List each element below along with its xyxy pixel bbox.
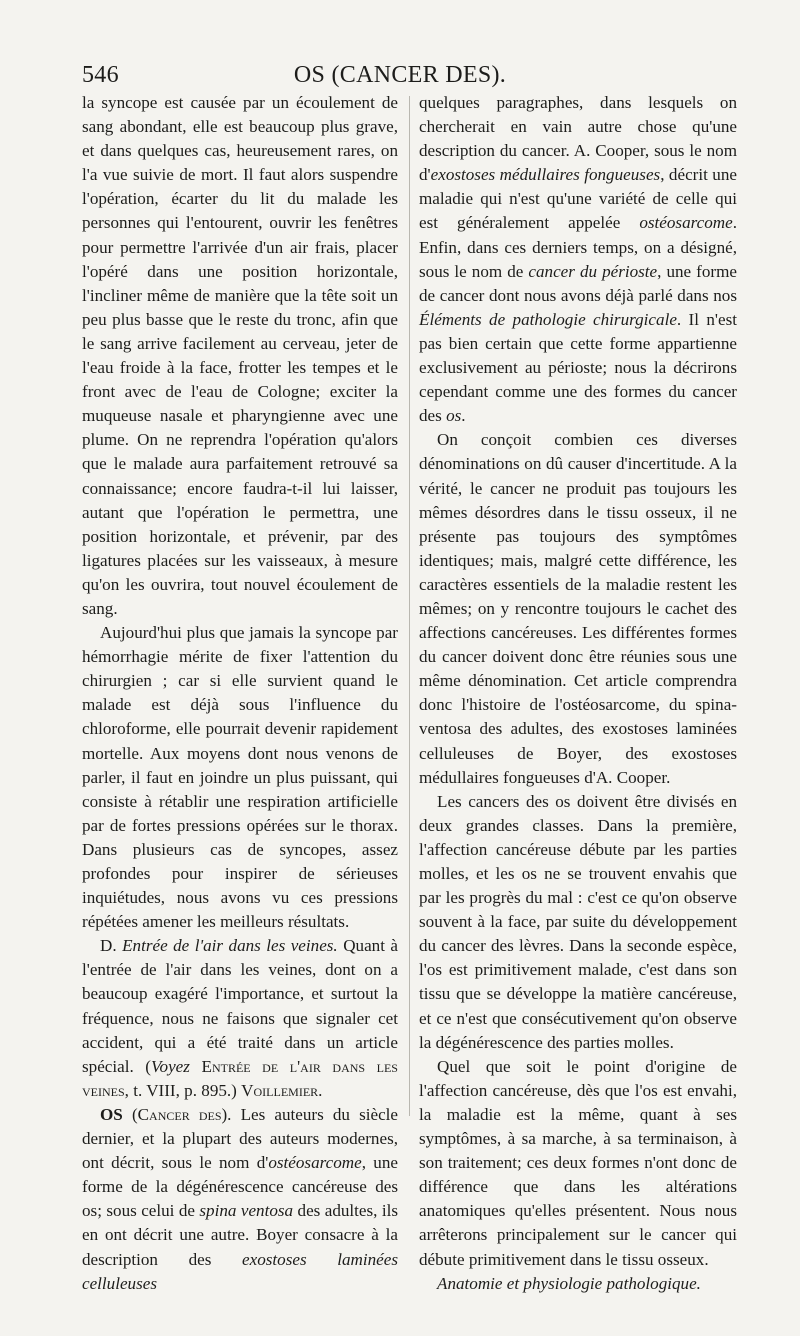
book-title: Éléments de pathologie chirurgicale	[419, 309, 677, 329]
paragraph: Aujourd'hui plus que jamais la syncope par hémorrhagie mérite de fixer l'attention du chirurgien ; car si elle survient quand le malade est déjà sous l'influence du chloroforme, elle pourrait devenir rapidement mortelle. Aux moyens dont nous venons de parler, il faut en joindre un plus puissant, qui consiste à rétablir une respiration artificielle par de fortes pressions opérées sur le thorax. Dans plusieurs cas de syncopes, assez profondes pour inspirer de sérieuses inquiétudes, nous avons vu ces pressions répétées amener les meilleurs résultats.	[82, 623, 398, 932]
cross-reference: Entrée de l'air dans les veines	[82, 1056, 398, 1100]
paragraph: On conçoit combien ces diverses dénominations on dû causer d'incertitude. A la vérité, le cancer ne produit pas toujours les mêmes désordres dans le tissu osseux, il ne présente pas toujours des symptômes identiques; mais, malgré cette différence, les caractères essentiels de la maladie restent les mêmes; on y rencontre toujours le cachet des affections cancéreuses. Les différentes formes du cancer doivent donc être réunies sous une même dénomination. Cet article comprendra donc l'histoire de l'ostéosarcome, du spina-ventosa des adultes, des exostoses laminées celluleuses de Boyer, des exostoses médullaires fongueuses d'A. Cooper.	[419, 430, 737, 787]
page-header	[82, 62, 718, 90]
paragraph: la syncope est causée par un écoulement de sang abondant, elle est beaucoup plus grave, et dans quelques cas, heureusement rares, on l'a vue suivie de mort. Il faut alors suspendre l'opération, écarter du lit du malade les personnes qui l'entourent, ouvrir les fenêtres pour permettre l'arrivée d'un air frais, placer l'opéré dans une position horizontale, l'incliner même de manière que la tête soit un peu plus basse que le reste du tronc, afin que le sang arrive facilement au cerveau, jeter de l'eau froide à la face, frotter les tempes et le front avec de l'eau de Cologne; exciter la muqueuse nasale et pharyngienne avec une plume. On ne reprendra l'opération qu'alors que le malade aura parfaitement retrouvé sa connaissance; encore faudra-t-il lui laisser, autant que l'opération le permettra, une position horizontale, et prévenir, par des ligatures placées sur les vaisseaux, à mesure qu'on les ouvrira, tout nouvel écoulement de sang.	[82, 93, 398, 618]
entry-headword-paren: (Cancer des).	[131, 1104, 232, 1124]
section-label: D.	[100, 936, 117, 956]
voyez-word: Voyez	[151, 1056, 190, 1076]
paragraph-text: quelques paragraphes, dans lesquels on chercherait en vain autre chose qu'une description du cancer. A. Cooper, sous le nom d'	[419, 93, 737, 185]
paragraph-text: .	[461, 406, 466, 426]
paragraph-text: , une forme de cancer dont nous avons déjà parlé dans nos	[419, 261, 737, 305]
subsection-heading: Anatomie et physiologie pathologique.	[437, 1273, 701, 1293]
term: spina ventosa	[199, 1201, 294, 1221]
column-divider	[409, 96, 410, 1116]
running-title: OS (CANCER DES).	[293, 62, 507, 88]
term: exostoses laminées celluleuses	[82, 1249, 398, 1293]
paragraph-text: , une forme de la dégénérescence cancéreuse des os; sous celui de	[82, 1153, 398, 1221]
term: os	[446, 406, 462, 426]
paragraph-text: des adultes, ils en ont décrit une autre. Boyer consacre à la description des	[82, 1201, 398, 1269]
author-signature: Voillemier.	[241, 1080, 323, 1100]
term: ostéosarcome	[268, 1153, 362, 1173]
paragraph-text: . Enfin, dans ces derniers temps, on a désigné, sous le nom de	[419, 213, 737, 281]
paragraph	[82, 934, 398, 1103]
term: exostoses médullaires fongueuses	[430, 165, 661, 185]
paragraph-text: , décrit une maladie qui n'est qu'une variété de celle qui est généralement appelée	[419, 165, 737, 233]
paragraph-text: Les auteurs du siècle dernier, et la plupart des auteurs modernes, ont décrit, sous le nom d'	[82, 1104, 398, 1173]
paragraph-text: . Il n'est pas bien certain que cette forme appartienne exclusivement au périoste; nous la décrirons cependant comme une des formes du cancer des	[419, 309, 737, 426]
term: ostéosarcome	[639, 213, 733, 233]
section-title: Entrée de l'air dans les veines.	[122, 936, 338, 956]
entry-paragraph	[82, 1103, 398, 1296]
page-number: 546	[82, 62, 119, 88]
paragraph: Les cancers des os doivent être divisés en deux grandes classes. Dans la première, l'affection cancéreuse débute par les parties molles, et les os ne se trouvent envahis que par les progrès du mal : c'est ce qu'on observe souvent à la face, par suite du développement du cancer des lèvres. Dans la seconde espèce, l'os est primitivement malade, c'est dans son tissu que se développe la matière cancéreuse, et ce n'est que consécutivement qu'on observe la dégénérescence des parties molles.	[419, 791, 737, 1052]
left-column	[82, 91, 398, 1296]
paragraph-text: Quant à l'entrée de l'air dans les veines, dont on a beaucoup exagéré l'importance, et surtout la fréquence, nous ne faisons que signaler cet accident, qui a été traité dans un article spécial. (	[82, 936, 399, 1076]
paragraph	[419, 91, 737, 428]
paragraph: Quel que soit le point d'origine de l'affection cancéreuse, dès que l'os est envahi, la maladie est la même, quant à ses symptômes, à sa marche, à sa terminaison, à son traitement; ces deux formes n'ont donc de différence que dans les altérations anatomiques qu'elles présentent. Nous nous arrêterons principalement sur le cancer qui débute primitivement dans le tissu osseux.	[419, 1056, 737, 1269]
entry-headword: OS	[100, 1104, 123, 1124]
reference-tail: , t. VIII, p. 895.)	[124, 1080, 237, 1100]
right-column	[419, 91, 737, 1296]
term: cancer du périoste	[528, 261, 658, 281]
